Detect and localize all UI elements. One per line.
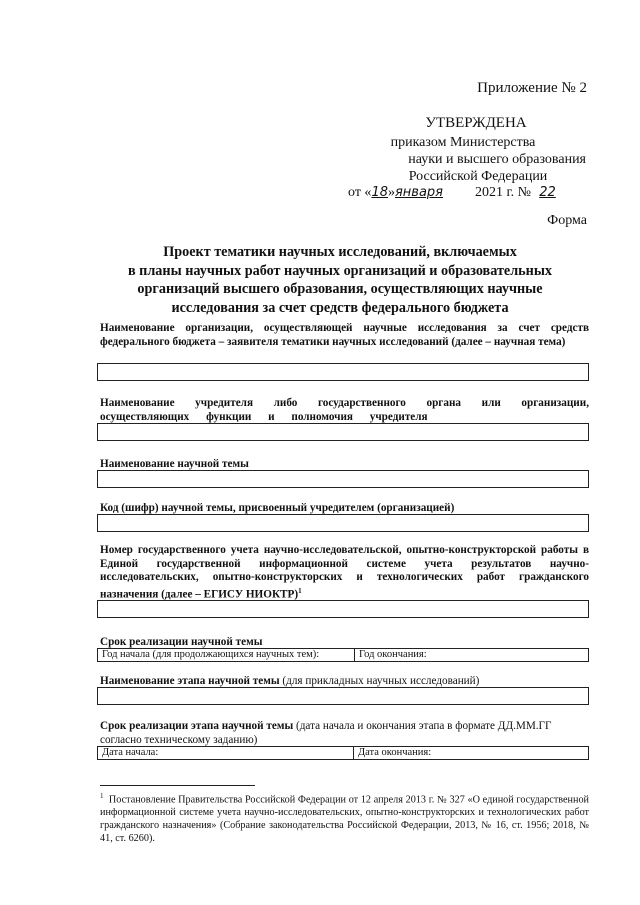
stage-name-normal: (для прикладных научных исследований) (279, 675, 480, 687)
title-line-4: исследования за счет средств федерального бюджета (171, 299, 509, 316)
order-line-1: приказом Министерства (390, 135, 536, 150)
title-line-2: в планы научных работ научных организаций и образовательных (127, 262, 553, 279)
stage-name-bold: Наименование этапа научной темы (100, 675, 280, 687)
theme-code-label: Код (шифр) научной темы, присвоенный учредителем (организацией) (100, 502, 455, 514)
theme-name-label: Наименование научной темы (100, 458, 249, 470)
approved-label: УТВЕРЖДЕНА (425, 115, 527, 131)
footnote-ref: 1 (298, 586, 302, 595)
org-name-field[interactable] (97, 363, 589, 381)
appendix-label: Приложение № 2 (477, 80, 587, 96)
form-label: Форма (547, 213, 587, 228)
founder-field[interactable] (97, 423, 589, 441)
term-start-cell[interactable]: Год начала (для продолжающихся научных тем): (98, 649, 355, 661)
stage-term-bold: Срок реализации этапа научной темы (100, 720, 294, 732)
stage-start-cell[interactable]: Дата начала: (98, 747, 354, 759)
stage-term-label (100, 720, 589, 747)
date-mid: » (387, 185, 395, 200)
order-number: 22 (539, 185, 556, 200)
term-label: Срок реализации научной темы (100, 636, 263, 648)
stage-end-cell[interactable]: Дата окончания: (358, 747, 432, 758)
theme-name-field[interactable] (97, 470, 589, 488)
theme-code-field[interactable] (97, 514, 589, 532)
term-end-cell[interactable]: Год окончания: (359, 649, 427, 660)
approval-order (340, 134, 586, 185)
order-line-3: Российской Федерации (408, 169, 548, 184)
registration-label (100, 544, 589, 602)
title-line-1: Проект тематики научных исследований, включаемых (163, 244, 517, 260)
title-line-3: организаций высшего образования, осуществляющих научные (137, 281, 543, 297)
footnote (100, 790, 589, 845)
date-prefix: от « (348, 185, 372, 200)
date-year: 2021 г. № (474, 185, 532, 200)
footnote-text: Постановление Правительства Российской Федерации от 12 апреля 2013 г. № 327 «О единой государственной информационной системе учета научно-исследовательских, опытно-конструкторских и технологических работ гражданского назначения» (Собрание законодательства Российской Федерации, 2013, № 16, ст. 1956; 2018, № 41, ст. 6260). (100, 794, 590, 845)
footnote-mark: 1 (100, 792, 104, 800)
registration-field[interactable] (97, 600, 589, 618)
stage-term-normal: (дата начала и окончания этапа в формате ДД.ММ.ГГ согласно техническому заданию) (100, 720, 552, 746)
date-day: 18 (371, 185, 388, 200)
order-line-2: науки и высшего образования (408, 152, 586, 167)
term-dates (97, 648, 589, 662)
footnote-divider (100, 785, 255, 786)
org-name-label: Наименование организации, осуществляющей научные исследования за счет средств федерального бюджета – заявителя тематики научных исследований (далее – научная тема) (100, 322, 589, 348)
approval-date (348, 185, 561, 201)
date-month: января (394, 185, 444, 200)
stage-name-field[interactable] (97, 687, 589, 705)
founder-label: Наименование учредителя либо государственного органа или организации, осуществляющих функции и полномочия учредителя (100, 397, 589, 423)
document-title (100, 243, 580, 317)
stage-dates (97, 746, 589, 760)
registration-text: Номер государственного учета научно-исследовательской, опытно-конструкторской работы в Единой государственной информационной системе учета результатов научно-исследовательских, опытно-конструкторских и технологических работ гражданского назначения (далее – ЕГИСУ НИОКТР) (100, 544, 589, 601)
